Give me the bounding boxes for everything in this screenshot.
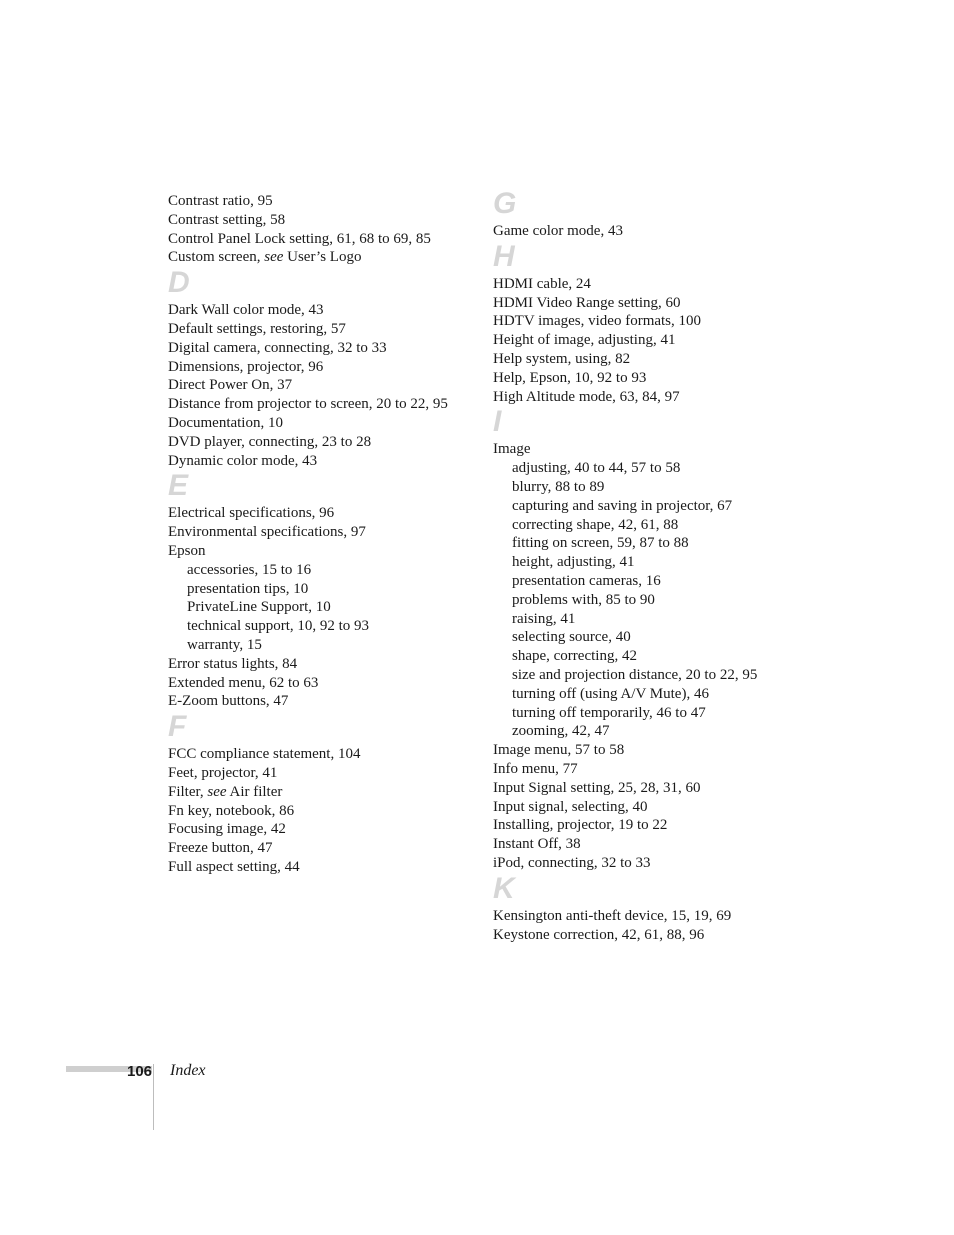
index-subentry: technical support, 10, 92 to 93 <box>187 618 370 635</box>
index-entry: Digital camera, connecting, 32 to 33 <box>168 339 387 356</box>
index-subentry: turning off temporarily, 46 to 47 <box>512 704 706 721</box>
index-entry: Default settings, restoring, 57 <box>168 320 346 337</box>
index-subentry: warranty, 15 <box>187 636 262 653</box>
index-entry: Dimensions, projector, 96 <box>168 358 324 375</box>
index-entry: Contrast ratio, 95 <box>168 193 273 209</box>
index-subentry: shape, correcting, 42 <box>512 648 637 665</box>
index-entry: Installing, projector, 19 to 22 <box>493 817 668 834</box>
index-entry: Focusing image, 42 <box>168 821 286 838</box>
section-letter-e: E <box>168 469 189 503</box>
index-right-column <box>493 188 793 944</box>
index-entry: HDMI Video Range setting, 60 <box>493 294 681 311</box>
index-entry: Image menu, 57 to 58 <box>493 742 625 759</box>
index-left-column <box>168 192 468 877</box>
index-entry: Extended menu, 62 to 63 <box>168 674 319 691</box>
index-entry: Help system, using, 82 <box>493 350 631 367</box>
index-entry: Documentation, 10 <box>168 414 283 431</box>
index-entry: Keystone correction, 42, 61, 88, 96 <box>493 926 705 943</box>
index-entry: Kensington anti-theft device, 15, 19, 69 <box>493 907 732 924</box>
index-entry: Input Signal setting, 25, 28, 31, 60 <box>493 779 701 796</box>
section-letter-g: G <box>493 187 517 220</box>
index-entry: Distance from projector to screen, 20 to 22, 95 <box>168 396 448 413</box>
entry-text: Filter, <box>168 783 208 800</box>
index-entry: High Altitude mode, 63, 84, 97 <box>493 388 680 405</box>
index-subentry: blurry, 88 to 89 <box>512 478 605 495</box>
index-entry: FCC compliance statement, 104 <box>168 746 361 763</box>
see-reference: see <box>264 249 284 266</box>
index-entry: Freeze button, 47 <box>168 840 273 857</box>
index-subentry: correcting shape, 42, 61, 88 <box>512 516 679 533</box>
footer-divider <box>153 1064 154 1130</box>
section-letter-k: K <box>493 871 515 905</box>
index-entry: iPod, connecting, 32 to 33 <box>493 854 651 871</box>
index-entry: Error status lights, 84 <box>168 655 298 672</box>
entry-text: User’s Logo <box>283 249 362 266</box>
index-subentry: presentation cameras, 16 <box>512 572 661 589</box>
index-entry: Image <box>493 441 531 458</box>
index-entry-filter <box>168 783 468 802</box>
index-entry: Game color mode, 43 <box>493 223 623 239</box>
index-subentry: problems with, 85 to 90 <box>512 591 655 608</box>
section-label: Index <box>170 1062 206 1079</box>
index-entry: Contrast setting, 58 <box>168 211 286 228</box>
index-entry: Input signal, selecting, 40 <box>493 798 648 815</box>
index-entry: Dark Wall color mode, 43 <box>168 302 324 319</box>
index-entry: HDTV images, video formats, 100 <box>493 313 702 330</box>
index-entry: Fn key, notebook, 86 <box>168 802 295 819</box>
index-entry: Dynamic color mode, 43 <box>168 452 318 469</box>
index-subentry: zooming, 42, 47 <box>512 723 610 740</box>
index-entry: Height of image, adjusting, 41 <box>493 332 676 349</box>
index-subentry: fitting on screen, 59, 87 to 88 <box>512 535 689 552</box>
index-entry: HDMI cable, 24 <box>493 275 591 292</box>
index-subentry: capturing and saving in projector, 67 <box>512 497 733 514</box>
index-entry: Help, Epson, 10, 92 to 93 <box>493 369 647 386</box>
index-entry: DVD player, connecting, 23 to 28 <box>168 433 372 450</box>
index-entry: E-Zoom buttons, 47 <box>168 693 289 710</box>
index-entry: Control Panel Lock setting, 61, 68 to 69, 85 <box>168 230 431 247</box>
index-entry: Feet, projector, 41 <box>168 764 278 781</box>
index-entry: Info menu, 77 <box>493 760 578 777</box>
entry-text: Custom screen, <box>168 249 265 266</box>
see-reference: see <box>207 783 227 800</box>
index-subentry: raising, 41 <box>512 610 576 627</box>
index-subentry: adjusting, 40 to 44, 57 to 58 <box>512 460 681 477</box>
index-subentry: height, adjusting, 41 <box>512 554 635 571</box>
section-letter-d: D <box>168 266 190 300</box>
section-letter-i: I <box>493 405 502 439</box>
index-entry: Environmental specifications, 97 <box>168 524 366 541</box>
index-subentry: turning off (using A/V Mute), 46 <box>512 685 709 702</box>
entry-text: Air filter <box>226 783 283 800</box>
section-letter-f: F <box>168 710 187 744</box>
section-letter-h: H <box>493 239 515 273</box>
index-subentry: PrivateLine Support, 10 <box>187 599 331 616</box>
index-entry: Instant Off, 38 <box>493 836 581 853</box>
index-entry: Epson <box>168 542 206 559</box>
index-subentry: size and projection distance, 20 to 22, 95 <box>512 666 758 683</box>
page-number: 106 <box>127 1063 153 1080</box>
index-subentry: accessories, 15 to 16 <box>187 561 312 578</box>
index-subentry: selecting source, 40 <box>512 629 631 646</box>
index-entry: Direct Power On, 37 <box>168 377 293 394</box>
index-entry: Electrical specifications, 96 <box>168 505 335 522</box>
index-entry: Full aspect setting, 44 <box>168 858 300 875</box>
index-subentry: presentation tips, 10 <box>187 580 309 597</box>
index-entry-custom-screen <box>168 248 468 267</box>
